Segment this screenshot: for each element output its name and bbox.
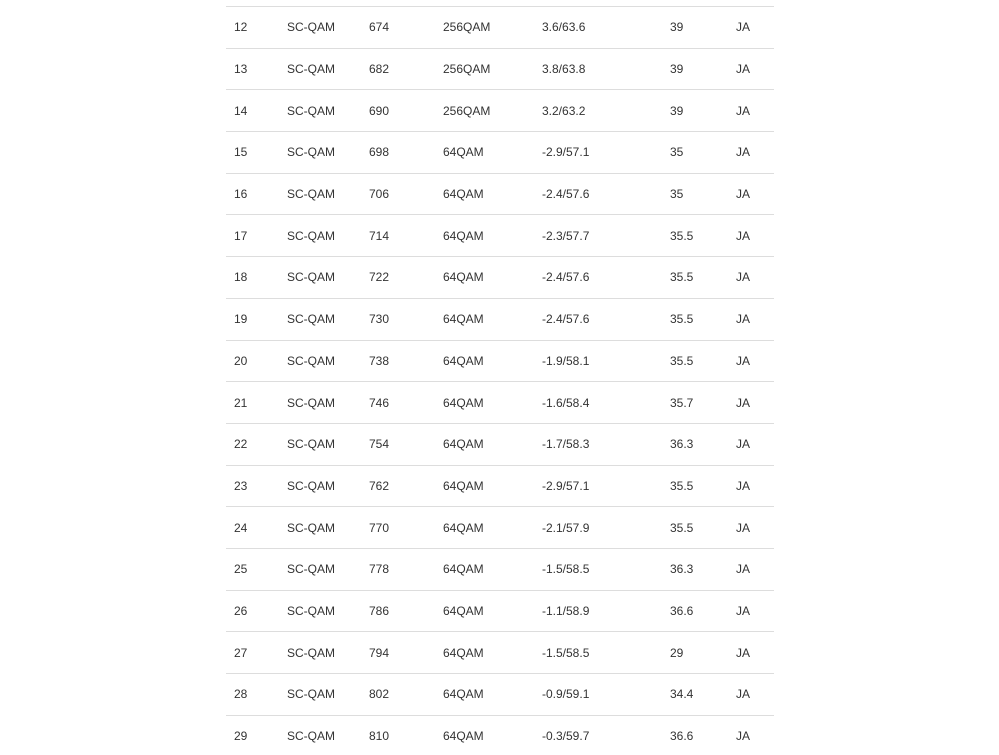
frequency-cell: 778 bbox=[369, 562, 390, 577]
table-row bbox=[226, 173, 774, 215]
frequency-cell: 674 bbox=[369, 20, 390, 35]
channel-type-cell: SC-QAM bbox=[287, 520, 335, 535]
frequency-cell: 698 bbox=[369, 145, 390, 160]
lock-status-cell: JA bbox=[736, 228, 751, 243]
table-row bbox=[226, 674, 774, 716]
table-row bbox=[226, 298, 774, 340]
channel-type-cell: SC-QAM bbox=[287, 270, 335, 285]
frequency-cell: 682 bbox=[369, 62, 390, 77]
lock-status-cell: JA bbox=[736, 270, 751, 285]
table-row bbox=[226, 465, 774, 507]
channel-id-cell: 15 bbox=[234, 145, 248, 160]
frequency-cell: 794 bbox=[369, 645, 390, 660]
channel-table-body bbox=[226, 7, 774, 755]
snr-cell: 34.4 bbox=[670, 687, 694, 702]
channel-id-cell: 22 bbox=[234, 437, 248, 452]
lock-status-cell: JA bbox=[736, 312, 751, 327]
snr-cell: 35.5 bbox=[670, 520, 694, 535]
lock-status-cell: JA bbox=[736, 353, 751, 368]
table-row bbox=[226, 215, 774, 257]
lock-status-cell: JA bbox=[736, 478, 751, 493]
lock-status-cell: JA bbox=[736, 520, 751, 535]
channel-id-cell: 27 bbox=[234, 645, 248, 660]
power-level-cell: -1.5/58.5 bbox=[542, 562, 590, 577]
snr-cell: 39 bbox=[670, 20, 684, 35]
modulation-cell: 64QAM bbox=[443, 187, 484, 202]
channel-id-cell: 28 bbox=[234, 687, 248, 702]
table-row bbox=[226, 507, 774, 549]
frequency-cell: 746 bbox=[369, 395, 390, 410]
channel-id-cell: 16 bbox=[234, 187, 248, 202]
modulation-cell: 256QAM bbox=[443, 103, 491, 118]
frequency-cell: 690 bbox=[369, 103, 390, 118]
channel-id-cell: 13 bbox=[234, 62, 248, 77]
table-row bbox=[226, 590, 774, 632]
frequency-cell: 722 bbox=[369, 270, 390, 285]
channel-type-cell: SC-QAM bbox=[287, 62, 335, 77]
frequency-cell: 714 bbox=[369, 228, 390, 243]
table-row bbox=[226, 132, 774, 174]
snr-cell: 36.6 bbox=[670, 729, 694, 744]
power-level-cell: 3.2/63.2 bbox=[542, 103, 586, 118]
lock-status-cell: JA bbox=[736, 645, 751, 660]
channel-type-cell: SC-QAM bbox=[287, 687, 335, 702]
channel-id-cell: 26 bbox=[234, 603, 248, 618]
table-row bbox=[226, 7, 774, 49]
snr-cell: 35 bbox=[670, 187, 684, 202]
power-level-cell: 3.8/63.8 bbox=[542, 62, 586, 77]
snr-cell: 39 bbox=[670, 103, 684, 118]
modulation-cell: 64QAM bbox=[443, 145, 484, 160]
power-level-cell: -1.1/58.9 bbox=[542, 603, 590, 618]
lock-status-cell: JA bbox=[736, 145, 751, 160]
channel-id-cell: 17 bbox=[234, 228, 248, 243]
lock-status-cell: JA bbox=[736, 562, 751, 577]
table-row bbox=[226, 48, 774, 90]
power-level-cell: -1.6/58.4 bbox=[542, 395, 590, 410]
power-level-cell: -2.4/57.6 bbox=[542, 312, 590, 327]
snr-cell: 36.3 bbox=[670, 437, 694, 452]
frequency-cell: 754 bbox=[369, 437, 390, 452]
power-level-cell: -2.4/57.6 bbox=[542, 187, 590, 202]
modulation-cell: 64QAM bbox=[443, 478, 484, 493]
snr-cell: 35.5 bbox=[670, 478, 694, 493]
channel-type-cell: SC-QAM bbox=[287, 437, 335, 452]
lock-status-cell: JA bbox=[736, 687, 751, 702]
modulation-cell: 256QAM bbox=[443, 20, 491, 35]
channel-type-cell: SC-QAM bbox=[287, 353, 335, 368]
modulation-cell: 64QAM bbox=[443, 437, 484, 452]
power-level-cell: -1.7/58.3 bbox=[542, 437, 590, 452]
power-level-cell: -2.9/57.1 bbox=[542, 145, 590, 160]
snr-cell: 35.5 bbox=[670, 228, 694, 243]
table-row bbox=[226, 548, 774, 590]
table-row bbox=[226, 90, 774, 132]
channel-id-cell: 24 bbox=[234, 520, 248, 535]
power-level-cell: -0.9/59.1 bbox=[542, 687, 590, 702]
channel-type-cell: SC-QAM bbox=[287, 395, 335, 410]
power-level-cell: -0.3/59.7 bbox=[542, 729, 590, 744]
channel-id-cell: 23 bbox=[234, 478, 248, 493]
table-row bbox=[226, 340, 774, 382]
channel-type-cell: SC-QAM bbox=[287, 562, 335, 577]
channel-id-cell: 18 bbox=[234, 270, 248, 285]
lock-status-cell: JA bbox=[736, 603, 751, 618]
modulation-cell: 64QAM bbox=[443, 312, 484, 327]
power-level-cell: -2.4/57.6 bbox=[542, 270, 590, 285]
table-row bbox=[226, 423, 774, 465]
snr-cell: 35.7 bbox=[670, 395, 694, 410]
channel-type-cell: SC-QAM bbox=[287, 187, 335, 202]
table-row bbox=[226, 632, 774, 674]
channel-id-cell: 25 bbox=[234, 562, 248, 577]
power-level-cell: 3.6/63.6 bbox=[542, 20, 586, 35]
snr-cell: 36.3 bbox=[670, 562, 694, 577]
lock-status-cell: JA bbox=[736, 103, 751, 118]
power-level-cell: -2.1/57.9 bbox=[542, 520, 590, 535]
table-row bbox=[226, 715, 774, 755]
lock-status-cell: JA bbox=[736, 187, 751, 202]
power-level-cell: -1.5/58.5 bbox=[542, 645, 590, 660]
lock-status-cell: JA bbox=[736, 20, 751, 35]
table-row bbox=[226, 382, 774, 424]
channel-id-cell: 29 bbox=[234, 729, 248, 744]
channel-id-cell: 20 bbox=[234, 353, 248, 368]
snr-cell: 35.5 bbox=[670, 353, 694, 368]
channel-type-cell: SC-QAM bbox=[287, 145, 335, 160]
modulation-cell: 64QAM bbox=[443, 520, 484, 535]
channel-table-container bbox=[226, 6, 774, 755]
channel-type-cell: SC-QAM bbox=[287, 228, 335, 243]
channel-type-cell: SC-QAM bbox=[287, 103, 335, 118]
frequency-cell: 738 bbox=[369, 353, 390, 368]
table-row bbox=[226, 257, 774, 299]
modulation-cell: 64QAM bbox=[443, 270, 484, 285]
modulation-cell: 64QAM bbox=[443, 729, 484, 744]
channel-id-cell: 14 bbox=[234, 103, 248, 118]
power-level-cell: -2.9/57.1 bbox=[542, 478, 590, 493]
channel-type-cell: SC-QAM bbox=[287, 20, 335, 35]
frequency-cell: 730 bbox=[369, 312, 390, 327]
frequency-cell: 706 bbox=[369, 187, 390, 202]
downstream-channel-table bbox=[226, 6, 774, 755]
channel-type-cell: SC-QAM bbox=[287, 729, 335, 744]
snr-cell: 35 bbox=[670, 145, 684, 160]
channel-type-cell: SC-QAM bbox=[287, 478, 335, 493]
frequency-cell: 802 bbox=[369, 687, 390, 702]
frequency-cell: 770 bbox=[369, 520, 390, 535]
modulation-cell: 64QAM bbox=[443, 228, 484, 243]
snr-cell: 29 bbox=[670, 645, 684, 660]
lock-status-cell: JA bbox=[736, 437, 751, 452]
power-level-cell: -1.9/58.1 bbox=[542, 353, 590, 368]
modulation-cell: 64QAM bbox=[443, 353, 484, 368]
channel-type-cell: SC-QAM bbox=[287, 645, 335, 660]
snr-cell: 35.5 bbox=[670, 270, 694, 285]
modulation-cell: 64QAM bbox=[443, 687, 484, 702]
snr-cell: 36.6 bbox=[670, 603, 694, 618]
lock-status-cell: JA bbox=[736, 62, 751, 77]
power-level-cell: -2.3/57.7 bbox=[542, 228, 590, 243]
modulation-cell: 64QAM bbox=[443, 645, 484, 660]
frequency-cell: 810 bbox=[369, 729, 390, 744]
frequency-cell: 762 bbox=[369, 478, 390, 493]
lock-status-cell: JA bbox=[736, 395, 751, 410]
lock-status-cell: JA bbox=[736, 729, 751, 744]
channel-id-cell: 19 bbox=[234, 312, 248, 327]
channel-id-cell: 21 bbox=[234, 395, 248, 410]
modulation-cell: 256QAM bbox=[443, 62, 491, 77]
channel-type-cell: SC-QAM bbox=[287, 312, 335, 327]
channel-type-cell: SC-QAM bbox=[287, 603, 335, 618]
modulation-cell: 64QAM bbox=[443, 603, 484, 618]
modulation-cell: 64QAM bbox=[443, 562, 484, 577]
modulation-cell: 64QAM bbox=[443, 395, 484, 410]
snr-cell: 35.5 bbox=[670, 312, 694, 327]
channel-id-cell: 12 bbox=[234, 20, 248, 35]
snr-cell: 39 bbox=[670, 62, 684, 77]
frequency-cell: 786 bbox=[369, 603, 390, 618]
